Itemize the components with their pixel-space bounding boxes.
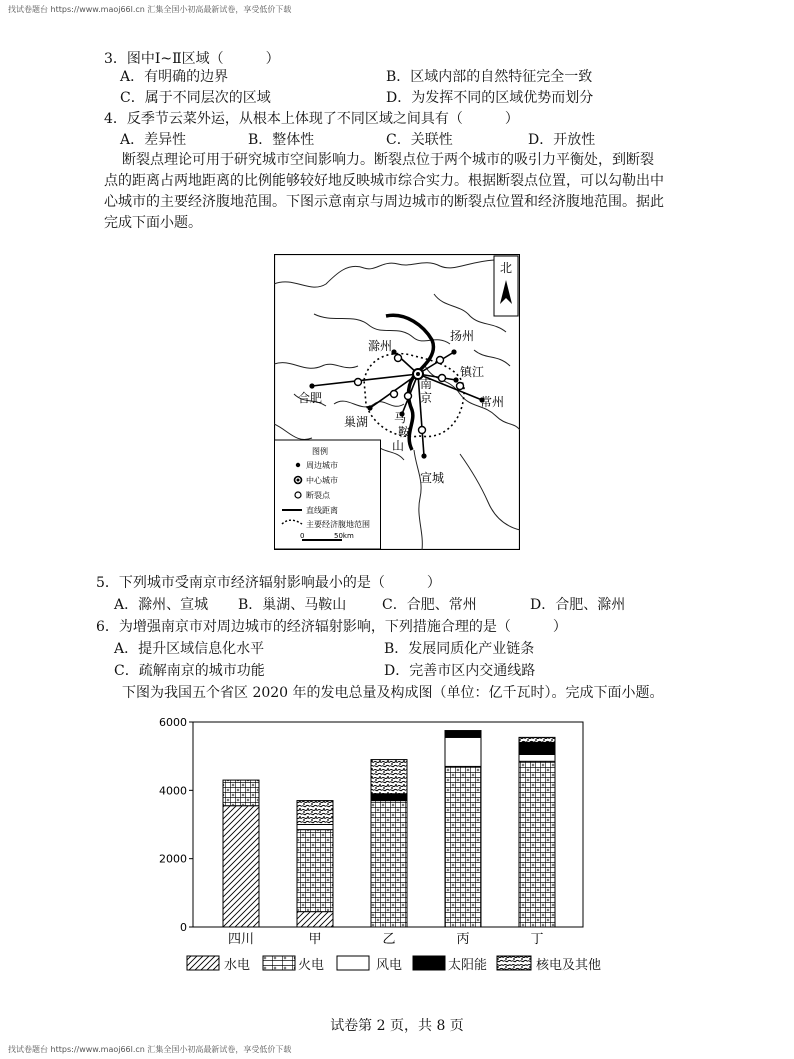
svg-text:南: 南 [420, 377, 433, 391]
bar-segment-nuclear [519, 737, 555, 742]
q3-option-a[interactable]: A．有明确的边界 [120, 69, 229, 85]
bar-segment-wind [519, 754, 555, 761]
north-label: 北 [499, 261, 513, 275]
x-category-label: 乙 [382, 932, 396, 947]
q5-option-a[interactable]: A．滁州、宣城 [114, 597, 209, 613]
city-chuzhou: 滁州 [368, 339, 393, 353]
q3-option-c[interactable]: C．属于不同层次的区域 [120, 90, 271, 106]
legend-label-nuclear: 核电及其他 [536, 957, 602, 973]
bar-segment-solar [371, 794, 407, 801]
y-tick-label: 6000 [159, 716, 187, 729]
bar-segment-nuclear [371, 760, 407, 794]
bar-segment-thermal [519, 761, 555, 927]
nanjing-breakpoint-map [274, 254, 520, 550]
city-xuancheng: 宣城 [420, 471, 445, 485]
legend-label-thermal: 火电 [298, 957, 325, 973]
bar-segment-wind [297, 825, 333, 830]
bar-segment-wind [445, 737, 481, 766]
q3-option-d[interactable]: D．为发挥不同的区域优势而划分 [386, 90, 594, 106]
legend-hinterland: 主要经济腹地范围 [306, 520, 370, 529]
bar-segment-thermal [223, 780, 259, 806]
bar-segment-thermal [297, 830, 333, 912]
legend-title: 图例 [312, 447, 328, 456]
x-category-label: 丙 [456, 932, 470, 947]
q6-option-d[interactable]: D．完善市区内交通线路 [384, 663, 536, 679]
q4-option-b[interactable]: B．整体性 [248, 132, 315, 148]
legend-scale-0: 0 [300, 532, 305, 540]
q3-stem: 3．图中Ⅰ~Ⅱ区域（ ） [104, 51, 280, 67]
svg-text:山: 山 [392, 439, 405, 453]
city-nanjing-label [420, 376, 432, 405]
legend-label-hydro: 水电 [224, 957, 251, 973]
legend-center: 中心城市 [306, 476, 338, 485]
x-category-label: 丁 [530, 932, 544, 947]
y-tick-label: 2000 [159, 852, 187, 866]
bar-segment-nuclear [297, 801, 333, 825]
legend-label-wind: 风电 [376, 957, 403, 973]
q6-stem: 6．为增强南京市对周边城市的经济辐射影响，下列措施合理的是（ ） [96, 619, 567, 635]
q5-stem: 5．下列城市受南京市经济辐射影响最小的是（ ） [96, 575, 441, 591]
page-footer-watermark: 找试卷题台 https://www.maoj66l.cn 汇集全国小初高最新试卷，享受低价下载 [8, 1045, 292, 1054]
passage2: 下图为我国五个省区 2020 年的发电总量及构成图（单位：亿千瓦时）。完成下面小题。 [122, 685, 664, 701]
svg-text:鞍: 鞍 [398, 425, 411, 439]
x-category-label: 四川 [227, 932, 255, 947]
legend-scale-50: 50km [334, 532, 354, 540]
city-yangzhou: 扬州 [450, 329, 475, 343]
city-zhenjiang: 镇江 [460, 365, 485, 379]
bar-segment-hydro [297, 912, 333, 927]
bar-segment-hydro [223, 806, 259, 927]
q4-stem: 4．反季节云菜外运，从根本上体现了不同区域之间具有（ ） [104, 111, 519, 127]
passage1-line-2: 点的距离占两地距离的比例能够较好地反映城市综合实力。根据断裂点位置，可以勾勒出中 [104, 173, 664, 189]
svg-text:京: 京 [420, 391, 433, 405]
city-changzhou: 常州 [480, 395, 505, 409]
bar-segment-solar [445, 731, 481, 738]
legend-item-solar [412, 954, 487, 972]
legend-label-solar: 太阳能 [448, 957, 488, 973]
city-hefei: 合肥 [298, 391, 323, 405]
city-chaohu: 巢湖 [344, 415, 369, 429]
q3-option-b[interactable]: B．区域内部的自然特征完全一致 [386, 69, 593, 85]
q6-option-a[interactable]: A．提升区域信息化水平 [114, 641, 265, 657]
page-header-watermark: 找试卷题台 https://www.maoj66l.cn 汇集全国小初高最新试卷，享受低价下载 [8, 5, 292, 14]
svg-text:马: 马 [394, 411, 407, 425]
legend-peripheral: 周边城市 [306, 461, 338, 470]
bar-segment-thermal [371, 801, 407, 927]
legend-item-thermal [262, 954, 324, 972]
legend-item-nuclear [496, 954, 601, 972]
y-tick-label: 4000 [159, 784, 187, 798]
q6-option-b[interactable]: B．发展同质化产业链条 [384, 641, 535, 657]
passage1-line-3: 心城市的主要经济腹地范围。下图示意南京与周边城市的断裂点位置和经济腹地范围。据此 [104, 194, 664, 210]
q4-option-c[interactable]: C．关联性 [386, 132, 453, 148]
power-generation-chart [150, 712, 600, 957]
y-tick-label: 0 [180, 921, 187, 934]
page-footer: 试卷第 2 页，共 8 页 [330, 1018, 464, 1034]
q4-option-a[interactable]: A．差异性 [120, 132, 187, 148]
x-category-label: 甲 [308, 932, 322, 947]
q5-option-b[interactable]: B．巢湖、马鞍山 [238, 597, 347, 613]
legend-item-wind [336, 954, 402, 972]
legend-item-hydro [186, 954, 250, 972]
q5-option-d[interactable]: D．合肥、滁州 [530, 597, 626, 613]
bar-segment-solar [519, 743, 555, 755]
q4-option-d[interactable]: D．开放性 [528, 132, 596, 148]
passage1-line-1: 断裂点理论可用于研究城市空间影响力。断裂点位于两个城市的吸引力平衡处，到断裂 [122, 152, 654, 168]
bar-segment-thermal [445, 766, 481, 927]
legend-line: 直线距离 [306, 506, 338, 515]
q6-option-c[interactable]: C．疏解南京的城市功能 [114, 663, 265, 679]
q5-option-c[interactable]: C．合肥、常州 [382, 597, 477, 613]
legend-breakpoint: 断裂点 [306, 491, 330, 500]
passage1-line-4: 完成下面小题。 [104, 215, 202, 231]
